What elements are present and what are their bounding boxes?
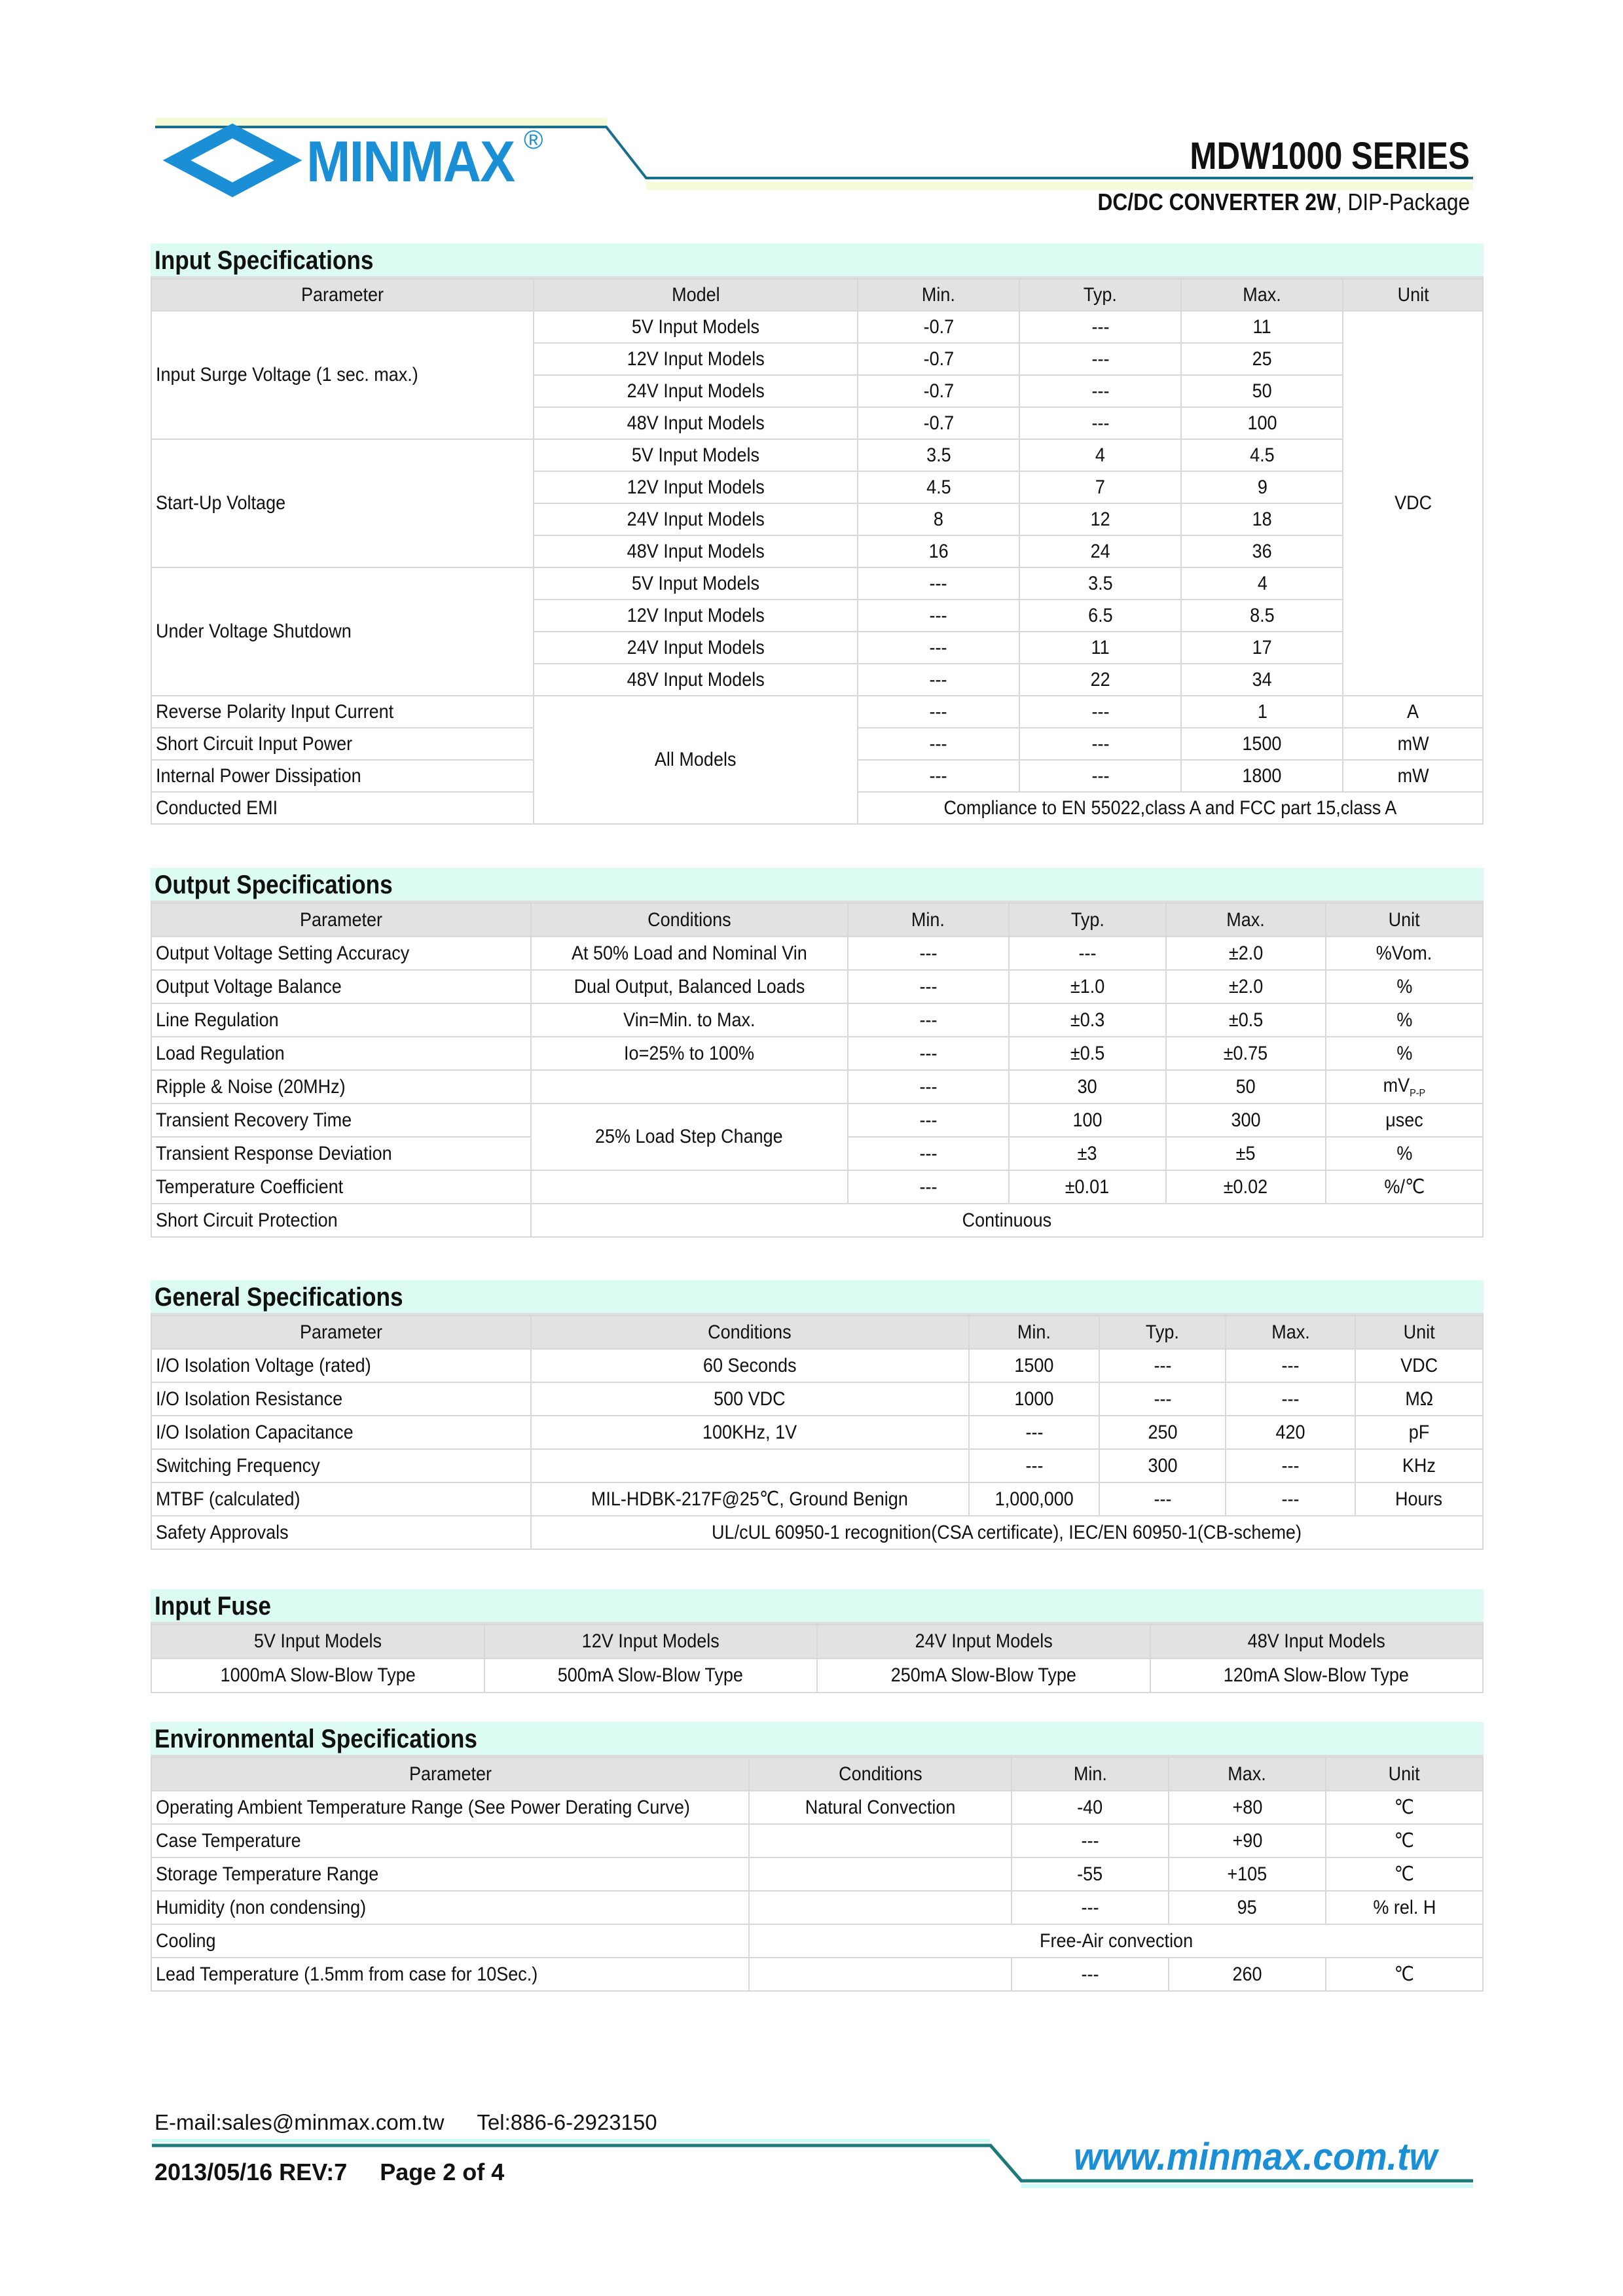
table-row — [151, 1482, 1483, 1516]
header-row — [151, 1624, 1483, 1659]
value-cell: VDC — [1343, 311, 1483, 696]
value-cell: 300 — [1099, 1449, 1226, 1482]
email: E-mail:sales@minmax.com.tw — [155, 2110, 445, 2134]
column-header: Max. — [1226, 1316, 1355, 1349]
value-cell: --- — [848, 1070, 1009, 1103]
column-header: Max. — [1166, 903, 1326, 937]
parameter-cell: MTBF (calculated) — [151, 1482, 531, 1516]
parameter-cell: Ripple & Noise (20MHz) — [151, 1070, 531, 1103]
value-cell: --- — [1099, 1382, 1226, 1416]
value-cell: Natural Convection — [749, 1791, 1012, 1824]
value-cell: --- — [858, 600, 1019, 632]
value-cell — [749, 1958, 1012, 1991]
date-revision: 2013/05/16 REV:7 — [155, 2159, 348, 2185]
value-cell: 250mA Slow-Blow Type — [817, 1659, 1150, 1693]
column-header: Unit — [1343, 279, 1483, 311]
value-cell: Continuous — [531, 1204, 1483, 1237]
page-number: Page 2 of 4 — [380, 2159, 505, 2185]
column-header: Parameter — [151, 279, 534, 311]
value-cell: 50 — [1166, 1070, 1326, 1103]
value-cell: 17 — [1181, 632, 1343, 664]
parameter-cell: Conducted EMI — [151, 792, 534, 824]
value-cell: 1000 — [969, 1382, 1099, 1416]
table-row — [151, 1857, 1483, 1891]
value-cell: % — [1326, 970, 1483, 1003]
value-cell: 11 — [1181, 311, 1343, 343]
table-row — [151, 1204, 1483, 1237]
parameter-cell: Short Circuit Input Power — [151, 728, 534, 760]
value-cell: MΩ — [1355, 1382, 1483, 1416]
value-cell: 24V Input Models — [534, 632, 857, 664]
table-row — [151, 1824, 1483, 1857]
value-cell: 48V Input Models — [534, 535, 857, 567]
minmax-logo-diamond-icon — [177, 131, 288, 190]
value-cell: --- — [858, 760, 1019, 792]
column-header: 48V Input Models — [1150, 1624, 1484, 1659]
column-header: Min. — [969, 1316, 1099, 1349]
value-cell: --- — [1019, 728, 1181, 760]
value-cell: 300 — [1166, 1103, 1326, 1137]
parameter-cell: Operating Ambient Temperature Range (See Power Derating Curve) — [151, 1791, 749, 1824]
parameter-cell: Reverse Polarity Input Current — [151, 696, 534, 728]
value-cell: 100 — [1181, 407, 1343, 439]
input-fuse-section — [151, 1589, 1484, 1693]
value-cell: 7 — [1019, 471, 1181, 503]
value-cell: --- — [858, 728, 1019, 760]
value-cell: mW — [1343, 728, 1483, 760]
value-cell: % rel. H — [1326, 1891, 1483, 1924]
value-cell: mW — [1343, 760, 1483, 792]
value-cell: All Models — [534, 696, 857, 824]
column-header: 24V Input Models — [817, 1624, 1150, 1659]
value-cell: $mV_{P-P}$ — [1326, 1070, 1483, 1103]
column-header: Unit — [1326, 1757, 1483, 1791]
table-row — [151, 567, 1483, 600]
parameter-cell: I/O Isolation Capacitance — [151, 1416, 531, 1449]
value-cell: 24V Input Models — [534, 375, 857, 407]
value-cell: 30 — [1009, 1070, 1166, 1103]
value-cell: ±0.5 — [1166, 1003, 1326, 1037]
value-cell: --- — [1226, 1482, 1355, 1516]
parameter-cell: Under Voltage Shutdown — [151, 567, 534, 696]
value-cell: 1 — [1181, 696, 1343, 728]
value-cell — [531, 1070, 848, 1103]
parameter-cell: Output Voltage Setting Accuracy — [151, 937, 531, 970]
value-cell: 12 — [1019, 503, 1181, 535]
column-header: Unit — [1355, 1316, 1483, 1349]
value-cell: 1800 — [1181, 760, 1343, 792]
value-cell: UL/cUL 60950-1 recognition(CSA certificate), IEC/EN 60950-1(CB-scheme) — [531, 1516, 1483, 1549]
value-cell: VDC — [1355, 1349, 1483, 1382]
parameter-cell: Start-Up Voltage — [151, 439, 534, 567]
value-cell: 120mA Slow-Blow Type — [1150, 1659, 1484, 1693]
column-header: Max. — [1181, 279, 1343, 311]
table-row — [151, 1103, 1483, 1137]
value-cell: -0.7 — [858, 311, 1019, 343]
column-header: Typ. — [1099, 1316, 1226, 1349]
column-header: Typ. — [1009, 903, 1166, 937]
value-cell: ±0.01 — [1009, 1170, 1166, 1204]
value-cell: 95 — [1169, 1891, 1326, 1924]
header-row — [151, 279, 1483, 311]
value-cell: 4.5 — [1181, 439, 1343, 471]
table-row — [151, 1037, 1483, 1070]
value-cell: 22 — [1019, 664, 1181, 696]
value-cell: 24V Input Models — [534, 503, 857, 535]
parameter-cell: Internal Power Dissipation — [151, 760, 534, 792]
website-link[interactable]: www.minmax.com.tw — [1074, 2136, 1438, 2178]
telephone: Tel:886-6-2923150 — [477, 2110, 657, 2134]
parameter-cell: Transient Recovery Time — [151, 1103, 531, 1137]
value-cell: Io=25% to 100% — [531, 1037, 848, 1070]
value-cell: 16 — [858, 535, 1019, 567]
value-cell: 48V Input Models — [534, 664, 857, 696]
value-cell: --- — [1012, 1891, 1169, 1924]
section-title: Output Specifications — [155, 870, 393, 899]
brand-logo-text: MINMAX — [306, 129, 515, 194]
value-cell: --- — [848, 937, 1009, 970]
section-title: Input Fuse — [155, 1592, 271, 1621]
parameter-cell: Safety Approvals — [151, 1516, 531, 1549]
value-cell: --- — [1099, 1349, 1226, 1382]
value-cell: 12V Input Models — [534, 600, 857, 632]
value-cell: %/℃ — [1326, 1170, 1483, 1204]
parameter-cell: Lead Temperature (1.5mm from case for 10Sec.) — [151, 1958, 749, 1991]
value-cell: 5V Input Models — [534, 439, 857, 471]
value-cell: --- — [858, 696, 1019, 728]
parameter-cell: Input Surge Voltage (1 sec. max.) — [151, 311, 534, 439]
value-cell: % — [1326, 1003, 1483, 1037]
value-cell: ±3 — [1009, 1137, 1166, 1170]
parameter-cell: Switching Frequency — [151, 1449, 531, 1482]
value-cell: 25% Load Step Change — [531, 1103, 848, 1170]
table-row — [151, 1791, 1483, 1824]
value-cell: 34 — [1181, 664, 1343, 696]
parameter-cell: I/O Isolation Resistance — [151, 1382, 531, 1416]
value-cell: ℃ — [1326, 1824, 1483, 1857]
value-cell: --- — [858, 632, 1019, 664]
table-row — [151, 1891, 1483, 1924]
value-cell: -40 — [1012, 1791, 1169, 1824]
parameter-cell: I/O Isolation Voltage (rated) — [151, 1349, 531, 1382]
column-header: Min. — [848, 903, 1009, 937]
value-cell: 3.5 — [1019, 567, 1181, 600]
value-cell: --- — [848, 1103, 1009, 1137]
parameter-cell: Line Regulation — [151, 1003, 531, 1037]
parameter-cell: Case Temperature — [151, 1824, 749, 1857]
parameter-cell: Humidity (non condensing) — [151, 1891, 749, 1924]
column-header: Parameter — [151, 903, 531, 937]
parameter-cell: Temperature Coefficient — [151, 1170, 531, 1204]
value-cell — [749, 1891, 1012, 1924]
value-cell: 3.5 — [858, 439, 1019, 471]
value-cell: 8 — [858, 503, 1019, 535]
value-cell: --- — [858, 567, 1019, 600]
value-cell: --- — [848, 1170, 1009, 1204]
value-cell: --- — [1019, 343, 1181, 375]
value-cell: 4 — [1181, 567, 1343, 600]
column-header: Parameter — [151, 1316, 531, 1349]
table-row — [151, 311, 1483, 343]
general-specifications-section — [151, 1280, 1484, 1550]
value-cell: ±5 — [1166, 1137, 1326, 1170]
value-cell: 420 — [1226, 1416, 1355, 1449]
column-header: Min. — [858, 279, 1019, 311]
product-subtitle — [1097, 188, 1470, 216]
value-cell: MIL-HDBK-217F@25℃, Ground Benign — [531, 1482, 969, 1516]
value-cell: --- — [1019, 375, 1181, 407]
subtitle-bold: DC/DC CONVERTER 2W — [1097, 188, 1336, 215]
value-cell: 11 — [1019, 632, 1181, 664]
value-cell: +105 — [1169, 1857, 1326, 1891]
parameter-cell: Short Circuit Protection — [151, 1204, 531, 1237]
value-cell: +90 — [1169, 1824, 1326, 1857]
section-title: Environmental Specifications — [155, 1725, 477, 1753]
value-cell: 18 — [1181, 503, 1343, 535]
revision-line — [155, 2159, 537, 2186]
value-cell: -0.7 — [858, 375, 1019, 407]
value-cell: KHz — [1355, 1449, 1483, 1482]
column-header: Conditions — [531, 1316, 969, 1349]
value-cell: -0.7 — [858, 407, 1019, 439]
table-row — [151, 1924, 1483, 1958]
value-cell — [749, 1824, 1012, 1857]
value-cell: Dual Output, Balanced Loads — [531, 970, 848, 1003]
value-cell: 250 — [1099, 1416, 1226, 1449]
value-cell: 60 Seconds — [531, 1349, 969, 1382]
registered-mark: ® — [524, 126, 543, 154]
value-cell: 50 — [1181, 375, 1343, 407]
input-specifications-table — [151, 278, 1484, 825]
value-cell: 5V Input Models — [534, 311, 857, 343]
value-cell: 8.5 — [1181, 600, 1343, 632]
value-cell: --- — [1226, 1449, 1355, 1482]
table-row — [151, 1416, 1483, 1449]
value-cell: Hours — [1355, 1482, 1483, 1516]
table-row — [151, 696, 1483, 728]
table-row — [151, 1003, 1483, 1037]
value-cell: 48V Input Models — [534, 407, 857, 439]
value-cell: ±0.3 — [1009, 1003, 1166, 1037]
parameter-cell: Output Voltage Balance — [151, 970, 531, 1003]
value-cell: ±2.0 — [1166, 970, 1326, 1003]
value-cell: ℃ — [1326, 1791, 1483, 1824]
value-cell: --- — [969, 1449, 1099, 1482]
value-cell: --- — [1019, 311, 1181, 343]
value-cell: ±0.02 — [1166, 1170, 1326, 1204]
value-cell: % — [1326, 1137, 1483, 1170]
column-header: Conditions — [749, 1757, 1012, 1791]
value-cell — [531, 1449, 969, 1482]
column-header: Model — [534, 279, 857, 311]
value-cell: --- — [1012, 1824, 1169, 1857]
value-cell: --- — [969, 1416, 1099, 1449]
subtitle-rest: , DIP-Package — [1336, 188, 1470, 215]
value-cell — [531, 1170, 848, 1204]
column-header: Min. — [1012, 1757, 1169, 1791]
value-cell: 500mA Slow-Blow Type — [484, 1659, 818, 1693]
value-cell: ±0.5 — [1009, 1037, 1166, 1070]
header-row — [151, 1316, 1483, 1349]
column-header: Unit — [1326, 903, 1483, 937]
value-cell: 24 — [1019, 535, 1181, 567]
value-cell: --- — [1226, 1349, 1355, 1382]
environmental-specifications-table — [151, 1757, 1484, 1992]
value-cell: 9 — [1181, 471, 1343, 503]
value-cell: pF — [1355, 1416, 1483, 1449]
parameter-cell: Storage Temperature Range — [151, 1857, 749, 1891]
contact-line — [155, 2110, 690, 2135]
value-cell: 1000mA Slow-Blow Type — [151, 1659, 484, 1693]
value-cell: 4.5 — [858, 471, 1019, 503]
value-cell: 5V Input Models — [534, 567, 857, 600]
value-cell: --- — [848, 1137, 1009, 1170]
value-cell: --- — [1009, 937, 1166, 970]
value-cell: 100KHz, 1V — [531, 1416, 969, 1449]
table-row — [151, 1958, 1483, 1991]
column-header: Parameter — [151, 1757, 749, 1791]
value-cell: 100 — [1009, 1103, 1166, 1137]
value-cell: 4 — [1019, 439, 1181, 471]
value-cell: ℃ — [1326, 1958, 1483, 1991]
value-cell: 25 — [1181, 343, 1343, 375]
parameter-cell: Transient Response Deviation — [151, 1137, 531, 1170]
value-cell: --- — [858, 664, 1019, 696]
value-cell: --- — [848, 1037, 1009, 1070]
value-cell: 1500 — [969, 1349, 1099, 1382]
column-header: Conditions — [531, 903, 848, 937]
value-cell: At 50% Load and Nominal Vin — [531, 937, 848, 970]
table-row — [151, 1382, 1483, 1416]
value-cell: --- — [848, 970, 1009, 1003]
parameter-cell: Load Regulation — [151, 1037, 531, 1070]
input-fuse-table — [151, 1624, 1484, 1693]
value-cell — [749, 1857, 1012, 1891]
value-cell: --- — [1226, 1382, 1355, 1416]
input-specifications-section — [151, 243, 1484, 825]
value-cell: 6.5 — [1019, 600, 1181, 632]
table-row — [151, 1170, 1483, 1204]
table-row — [151, 1070, 1483, 1103]
table-row — [151, 970, 1483, 1003]
value-cell: --- — [1099, 1482, 1226, 1516]
table-row — [151, 1659, 1483, 1693]
value-cell: 12V Input Models — [534, 343, 857, 375]
value-cell: --- — [1019, 760, 1181, 792]
header-row — [151, 1757, 1483, 1791]
value-cell: ℃ — [1326, 1857, 1483, 1891]
table-row — [151, 937, 1483, 970]
value-cell: --- — [1019, 407, 1181, 439]
value-cell: -0.7 — [858, 343, 1019, 375]
parameter-cell: Cooling — [151, 1924, 749, 1958]
column-header: Typ. — [1019, 279, 1181, 311]
value-cell: +80 — [1169, 1791, 1326, 1824]
value-cell: 36 — [1181, 535, 1343, 567]
value-cell: -55 — [1012, 1857, 1169, 1891]
environmental-specifications-section — [151, 1722, 1484, 1992]
section-title: Input Specifications — [155, 246, 374, 275]
section-title: General Specifications — [155, 1283, 403, 1312]
table-row — [151, 1349, 1483, 1382]
value-cell: ±1.0 — [1009, 970, 1166, 1003]
value-cell: --- — [848, 1003, 1009, 1037]
value-cell: 260 — [1169, 1958, 1326, 1991]
table-row — [151, 1516, 1483, 1549]
value-cell: --- — [1019, 696, 1181, 728]
value-cell: A — [1343, 696, 1483, 728]
table-row — [151, 439, 1483, 471]
table-row — [151, 1449, 1483, 1482]
header-row — [151, 903, 1483, 937]
series-title: MDW1000 SERIES — [1190, 135, 1470, 177]
column-header: 12V Input Models — [484, 1624, 818, 1659]
column-header: Max. — [1169, 1757, 1326, 1791]
value-cell: % — [1326, 1037, 1483, 1070]
value-cell: 1,000,000 — [969, 1482, 1099, 1516]
column-header: 5V Input Models — [151, 1624, 484, 1659]
value-cell: %Vom. — [1326, 937, 1483, 970]
value-cell: Vin=Min. to Max. — [531, 1003, 848, 1037]
value-cell: ±0.75 — [1166, 1037, 1326, 1070]
value-cell: Compliance to EN 55022,class A and FCC part 15,class A — [858, 792, 1483, 824]
value-cell: 12V Input Models — [534, 471, 857, 503]
output-specifications-table — [151, 903, 1484, 1238]
value-cell: 1500 — [1181, 728, 1343, 760]
value-cell: 500 VDC — [531, 1382, 969, 1416]
value-cell: --- — [1012, 1958, 1169, 1991]
output-specifications-section — [151, 868, 1484, 1238]
general-specifications-table — [151, 1315, 1484, 1550]
value-cell: μsec — [1326, 1103, 1483, 1137]
value-cell: Free-Air convection — [749, 1924, 1483, 1958]
value-cell: ±2.0 — [1166, 937, 1326, 970]
